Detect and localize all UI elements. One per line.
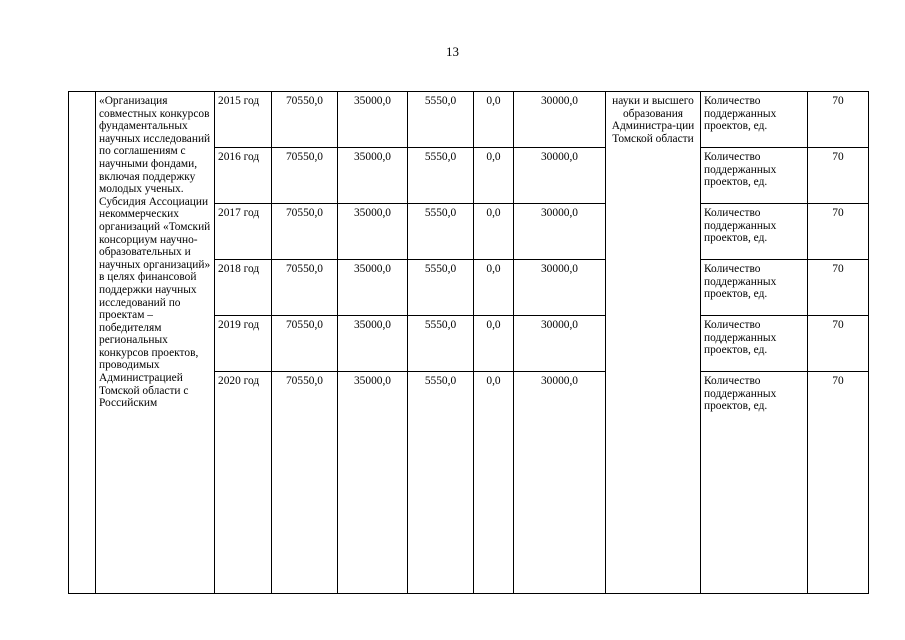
federal-cell: 35000,0 xyxy=(338,316,408,372)
local-cell: 0,0 xyxy=(474,260,514,316)
indicator-cell: Количество поддержанных проектов, ед. xyxy=(701,372,808,594)
total-cell: 70550,0 xyxy=(272,372,338,594)
value-cell: 70 xyxy=(808,204,869,260)
regional-cell: 5550,0 xyxy=(408,92,474,148)
page-number: 13 xyxy=(446,44,459,59)
indicator-cell: Количество поддержанных проектов, ед. xyxy=(701,148,808,204)
executor-cell: науки и высшего образования Администра-ции Томской области xyxy=(606,92,701,594)
local-cell: 0,0 xyxy=(474,372,514,594)
program-table xyxy=(68,91,869,594)
indicator-cell: Количество поддержанных проектов, ед. xyxy=(701,92,808,148)
federal-cell: 35000,0 xyxy=(338,372,408,594)
extra-cell: 30000,0 xyxy=(514,372,606,594)
local-cell: 0,0 xyxy=(474,148,514,204)
federal-cell: 35000,0 xyxy=(338,148,408,204)
year-cell: 2016 год xyxy=(215,148,272,204)
regional-cell: 5550,0 xyxy=(408,260,474,316)
total-cell: 70550,0 xyxy=(272,148,338,204)
extra-cell: 30000,0 xyxy=(514,260,606,316)
year-cell: 2020 год xyxy=(215,372,272,594)
table-row xyxy=(69,92,869,148)
federal-cell: 35000,0 xyxy=(338,260,408,316)
value-cell: 70 xyxy=(808,316,869,372)
row-number-cell xyxy=(69,92,96,594)
regional-cell: 5550,0 xyxy=(408,204,474,260)
local-cell: 0,0 xyxy=(474,92,514,148)
total-cell: 70550,0 xyxy=(272,260,338,316)
year-cell: 2018 год xyxy=(215,260,272,316)
total-cell: 70550,0 xyxy=(272,316,338,372)
regional-cell: 5550,0 xyxy=(408,372,474,594)
extra-cell: 30000,0 xyxy=(514,92,606,148)
total-cell: 70550,0 xyxy=(272,204,338,260)
indicator-cell: Количество поддержанных проектов, ед. xyxy=(701,204,808,260)
year-cell: 2015 год xyxy=(215,92,272,148)
value-cell: 70 xyxy=(808,148,869,204)
value-cell: 70 xyxy=(808,372,869,594)
value-cell: 70 xyxy=(808,92,869,148)
value-cell: 70 xyxy=(808,260,869,316)
extra-cell: 30000,0 xyxy=(514,148,606,204)
indicator-cell: Количество поддержанных проектов, ед. xyxy=(701,260,808,316)
local-cell: 0,0 xyxy=(474,316,514,372)
regional-cell: 5550,0 xyxy=(408,316,474,372)
federal-cell: 35000,0 xyxy=(338,204,408,260)
regional-cell: 5550,0 xyxy=(408,148,474,204)
federal-cell: 35000,0 xyxy=(338,92,408,148)
indicator-cell: Количество поддержанных проектов, ед. xyxy=(701,316,808,372)
local-cell: 0,0 xyxy=(474,204,514,260)
extra-cell: 30000,0 xyxy=(514,316,606,372)
extra-cell: 30000,0 xyxy=(514,204,606,260)
total-cell: 70550,0 xyxy=(272,92,338,148)
measure-description: «Организация совместных конкурсов фундаментальных научных исследований по соглашениям с научными фондами, включая поддержку молодых ученых. Субсидия Ассоциации некоммерческих организаций «Томский консорциум научно-образовательных и научных организаций» в целях финансовой поддержки научных исследований по проектам – победителям региональных конкурсов проектов, проводимых Администрацией Томской области с Российским xyxy=(96,92,215,594)
year-cell: 2017 год xyxy=(215,204,272,260)
year-cell: 2019 год xyxy=(215,316,272,372)
